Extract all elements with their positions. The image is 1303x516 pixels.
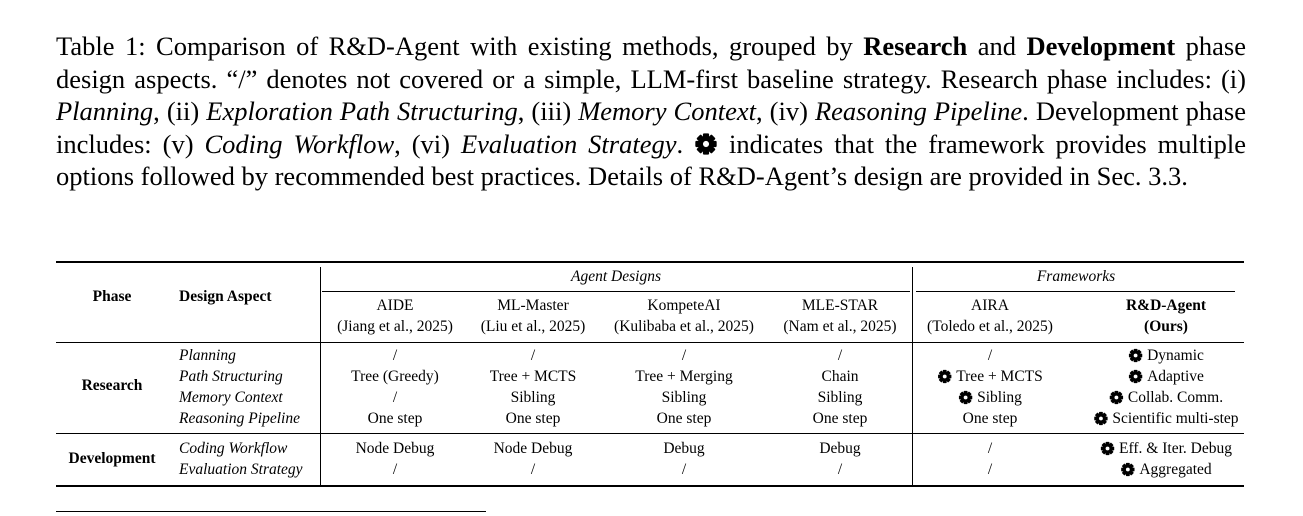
caption-bold-development: Development [1026, 31, 1176, 61]
table-cell [988, 347, 992, 365]
design-aspect-label: Reasoning Pipeline [179, 410, 300, 427]
gear-icon [1128, 348, 1143, 363]
table-cell [1109, 389, 1223, 407]
table-cell-text: Node Debug [493, 440, 573, 457]
table-cell [506, 410, 561, 428]
header-frameworks: Frameworks [1036, 268, 1116, 285]
design-aspect-label: Planning [179, 347, 236, 364]
table-cell [958, 389, 1022, 407]
table-cell-text: Aggregated [1139, 461, 1212, 478]
table-cell-text: / [837, 461, 843, 478]
design-aspect-label: Path Structuring [179, 368, 283, 385]
table-cell-text: / [392, 389, 398, 406]
table-cell [682, 347, 686, 365]
frameworks-group-rule [916, 291, 1235, 292]
table-cell-text: One step [367, 410, 423, 427]
gear-icon [958, 390, 973, 405]
caption-text: , (iii) [517, 96, 579, 127]
table-cell [657, 410, 712, 428]
phase-research: Research [81, 377, 143, 394]
table-cell [1093, 410, 1238, 428]
column-header-name: KompeteAI [647, 297, 721, 314]
table-cell [682, 461, 686, 479]
caption-text: Table 1: Comparison of R&D-Agent with existing methods, grouped by [56, 31, 864, 61]
caption-italic: Planning [56, 96, 154, 127]
table-cell-text: Sibling [661, 389, 707, 406]
gear-icon [694, 132, 718, 156]
column-header-cite: (Toledo et al., 2025) [927, 318, 1053, 335]
caption-bold-research: Research [863, 31, 968, 61]
gear-icon [1109, 390, 1124, 405]
table-cell [531, 461, 535, 479]
table-cell-text: Eff. & Iter. Debug [1119, 440, 1232, 457]
header-agent-designs: Agent Designs [571, 268, 661, 285]
table-cell [635, 368, 732, 386]
column-header-name: R&D-Agent [1125, 297, 1207, 314]
table-cell [818, 389, 863, 407]
table-cell-text: / [987, 347, 993, 364]
vertical-rule [320, 267, 321, 342]
table-cell [511, 389, 556, 407]
table-cell-text: / [837, 347, 843, 364]
gear-icon [937, 369, 952, 384]
table-cell-text: One step [812, 410, 868, 427]
caption-text: . [676, 128, 695, 159]
comparison-table [56, 261, 1244, 491]
table-cell [393, 389, 397, 407]
table-cell-text: Sibling [510, 389, 556, 406]
table-cell [356, 440, 435, 458]
table-cell-text: / [987, 461, 993, 478]
table-cell [838, 347, 842, 365]
table-cell-text: Tree (Greedy) [351, 368, 439, 385]
design-aspect-label: Memory Context [179, 389, 283, 406]
section-rule [56, 433, 1244, 434]
table-cell [393, 347, 397, 365]
table-cell [988, 440, 992, 458]
table-cell-text: / [392, 347, 398, 364]
column-header-name: AIDE [376, 297, 414, 314]
table-cell-text: One step [505, 410, 561, 427]
table-cell-text: Sibling [817, 389, 863, 406]
top-rule [56, 261, 1244, 263]
table-cell-text: Collab. Comm. [1127, 389, 1224, 406]
table-cell [819, 440, 860, 458]
header-bottom-rule [56, 342, 1244, 343]
caption-text: . Development phase includes: (v) [56, 96, 1246, 159]
header-design-aspect: Design Aspect [179, 288, 272, 305]
table-cell [813, 410, 868, 428]
caption-text: indicates that the framework provides multiple options followed by recommended best practices. Details of R&D-Agent’s design are provided in Sec. 3.3. [56, 128, 1246, 192]
table-cell [490, 368, 577, 386]
table-cell-text: / [987, 440, 993, 457]
phase-development: Development [68, 450, 156, 467]
table-cell-text: One step [962, 410, 1018, 427]
table-cell-text: / [681, 461, 687, 478]
caption-text: , (iv) [755, 96, 815, 127]
caption-italic: Coding Workflow [204, 128, 395, 159]
table-cell [1128, 368, 1204, 386]
caption-italic: Exploration Path Structuring [206, 96, 518, 127]
table-cell [1120, 461, 1211, 479]
column-header-cite: (Liu et al., 2025) [480, 318, 586, 335]
design-aspect-label: Coding Workflow [179, 440, 288, 457]
table-cell [494, 440, 573, 458]
caption-italic: Memory Context [578, 96, 756, 127]
column-header-name: MLE-STAR [801, 297, 879, 314]
caption-text: phase design aspects. “/” denotes not covered or a simple, LLM-first baseline strategy. Research phase includes: (i) [56, 31, 1247, 94]
table-cell [393, 461, 397, 479]
table-cell [963, 410, 1018, 428]
table-cell-text: Dynamic [1147, 347, 1204, 364]
caption-italic: Reasoning Pipeline [814, 96, 1023, 127]
table-cell-text: Tree + MCTS [956, 368, 1043, 385]
column-header-cite: (Nam et al., 2025) [783, 318, 897, 335]
table-cell-text: Chain [821, 368, 859, 385]
gear-icon [1120, 462, 1135, 477]
table-cell [662, 389, 707, 407]
footnote-rule [56, 511, 486, 512]
table-cell-text: Adaptive [1147, 368, 1204, 385]
caption-text: , (vi) [394, 128, 461, 159]
column-header-cite: (Kulibaba et al., 2025) [614, 318, 754, 335]
table-cell-text: Tree + Merging [635, 368, 733, 385]
table-cell [821, 368, 858, 386]
gear-icon [1093, 411, 1108, 426]
column-header-cite: (Jiang et al., 2025) [337, 318, 453, 335]
table-cell-text: / [392, 461, 398, 478]
table-cell [1128, 347, 1204, 365]
vertical-rule [912, 434, 913, 485]
table-cell [368, 410, 423, 428]
table-cell-text: Sibling [977, 389, 1022, 406]
vertical-rule [912, 267, 913, 342]
agents-group-rule [322, 291, 910, 292]
table-cell-text: Node Debug [355, 440, 435, 457]
bottom-rule [56, 485, 1244, 487]
vertical-rule [320, 434, 321, 485]
table-cell-text: / [530, 347, 536, 364]
table-cell [838, 461, 842, 479]
caption-italic: Evaluation Strategy [460, 128, 677, 159]
table-cell-text: / [530, 461, 536, 478]
table-cell [988, 461, 992, 479]
header-phase: Phase [92, 288, 132, 305]
column-header-name: AIRA [971, 297, 1009, 314]
table-cell [531, 347, 535, 365]
vertical-rule [912, 342, 913, 433]
table-cell-text: Debug [663, 440, 705, 457]
table-cell-text: / [681, 347, 687, 364]
table-cell [937, 368, 1043, 386]
column-header-name: ML-Master [497, 297, 569, 314]
table-cell [663, 440, 704, 458]
caption-text: , (ii) [153, 96, 207, 127]
gear-icon [1100, 441, 1115, 456]
design-aspect-label: Evaluation Strategy [179, 461, 303, 478]
table-cell [1100, 440, 1232, 458]
table-cell-text: One step [656, 410, 712, 427]
gear-icon [1128, 369, 1143, 384]
table-cell-text: Debug [819, 440, 861, 457]
table-cell-text: Scientific multi-step [1112, 410, 1239, 427]
table-caption [56, 30, 1246, 193]
caption-text: and [967, 31, 1027, 61]
table-cell-text: Tree + MCTS [489, 368, 577, 385]
column-header-cite: (Ours) [1144, 318, 1188, 335]
table-cell [351, 368, 439, 386]
vertical-rule [320, 342, 321, 433]
